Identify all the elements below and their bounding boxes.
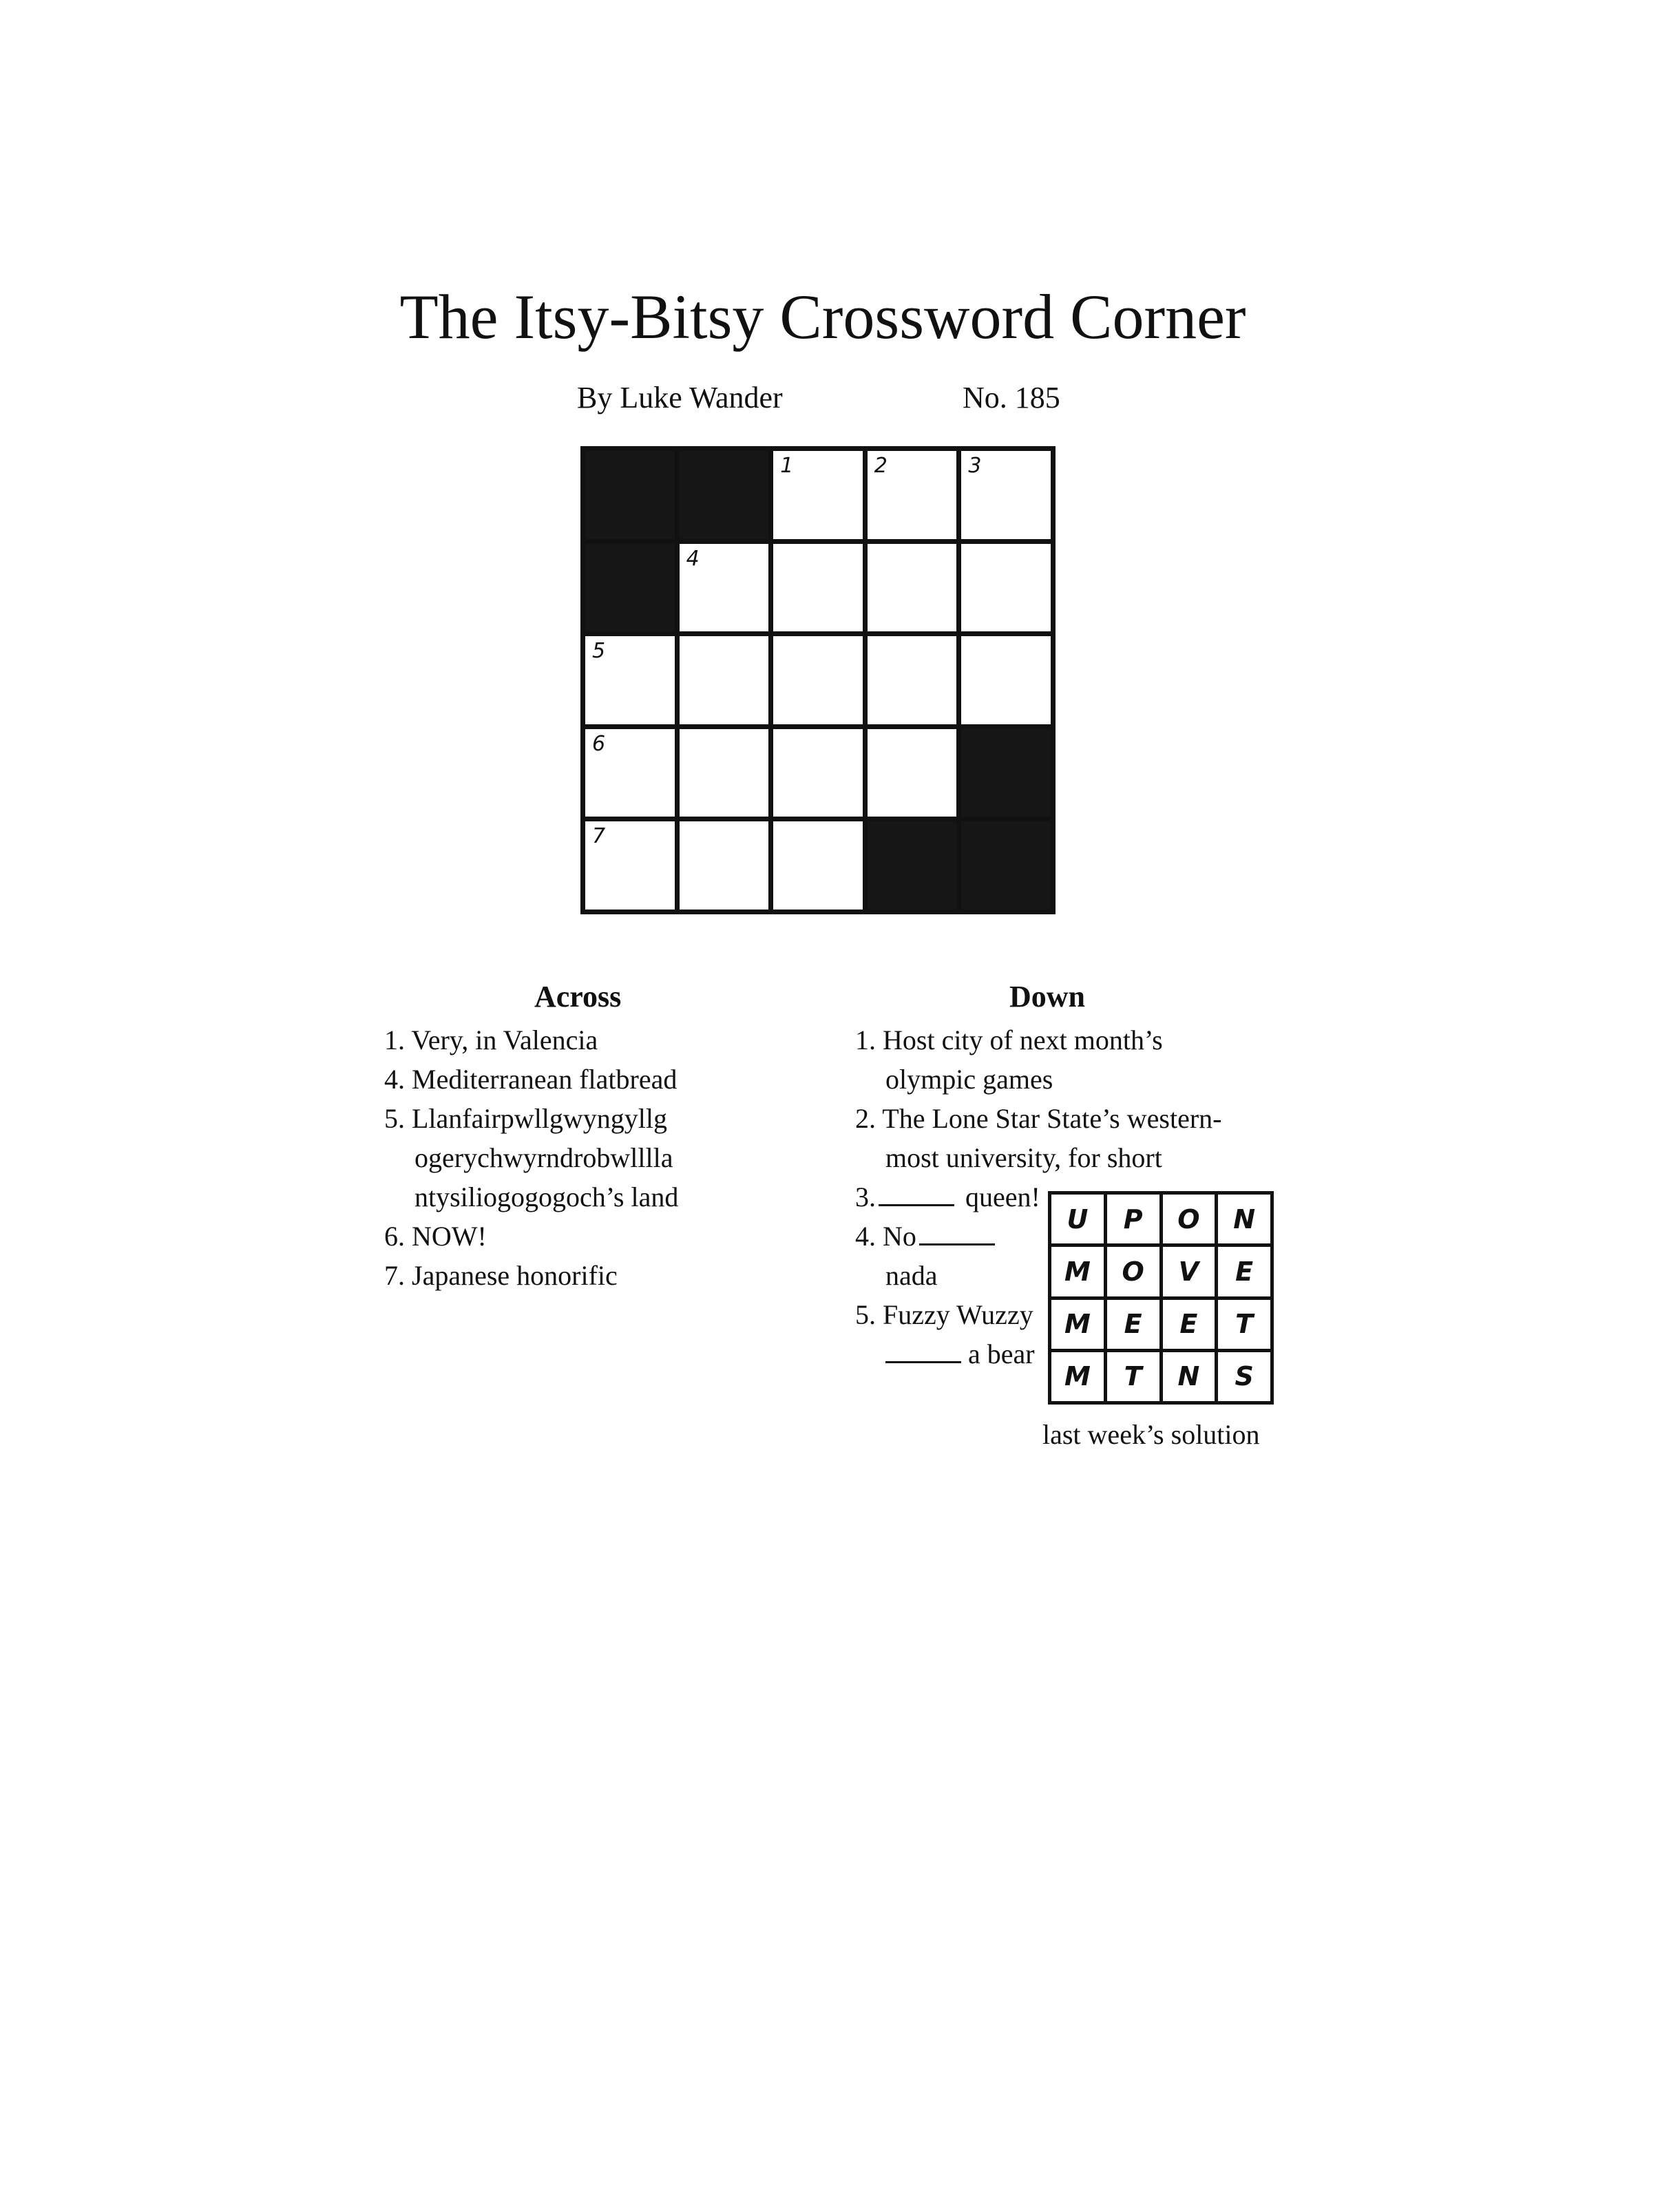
black-square [961, 821, 1051, 910]
down-clue-2 [855, 1099, 1254, 1177]
grid-cell[interactable] [585, 821, 675, 910]
solution-letter: N [1163, 1352, 1215, 1401]
clue-line: nada [885, 1260, 938, 1291]
grid-cell[interactable] [868, 544, 957, 632]
clue-line: most university, for short [885, 1142, 1162, 1173]
down-clue-1 [855, 1020, 1254, 1099]
grid-cell[interactable] [773, 821, 863, 910]
clue-line: ntysiliogogogoch’s land [414, 1181, 679, 1212]
clue-number: 3 [968, 454, 982, 478]
solution-letter: E [1107, 1300, 1159, 1349]
answer-blank [879, 1181, 954, 1206]
clue-line: 2. The Lone Star State’s western- [855, 1103, 1222, 1134]
solution-caption: last week’s solution [1042, 1419, 1260, 1450]
clue-suffix: queen! [958, 1181, 1040, 1212]
grid-cell[interactable] [773, 729, 863, 817]
clue-line: 4. Mediterranean flatbread [384, 1064, 678, 1095]
grid-cell[interactable] [773, 544, 863, 632]
solution-letter: M [1051, 1247, 1104, 1296]
solution-letter: O [1107, 1247, 1159, 1296]
solution-letter: T [1218, 1300, 1270, 1349]
across-heading: Across [534, 980, 622, 1013]
answer-blank [885, 1338, 961, 1363]
grid-cell[interactable] [585, 729, 675, 817]
grid-cell[interactable] [773, 451, 863, 539]
clue-line: 1. Host city of next month’s [855, 1024, 1163, 1055]
solution-letter: S [1218, 1352, 1270, 1401]
issue-number: No. 185 [963, 381, 1060, 414]
clue-line: olympic games [885, 1064, 1053, 1095]
black-square [961, 729, 1051, 817]
solution-letter: V [1163, 1247, 1215, 1296]
byline: By Luke Wander [577, 381, 783, 414]
clue-line: 7. Japanese honorific [384, 1260, 618, 1291]
solution-letter: M [1051, 1300, 1104, 1349]
grid-cell[interactable] [680, 729, 769, 817]
answer-blank [919, 1220, 995, 1245]
clue-prefix: 5. Fuzzy Wuzzy [855, 1299, 1033, 1330]
solution-letter: N [1218, 1195, 1270, 1243]
solution-letter: U [1051, 1195, 1104, 1243]
grid-cell[interactable] [961, 636, 1051, 724]
grid-cell[interactable] [585, 636, 675, 724]
last-week-solution-grid [1048, 1191, 1274, 1405]
across-clue [384, 1060, 770, 1099]
clue-line: 1. Very, in Valencia [384, 1024, 598, 1055]
grid-cell[interactable] [680, 544, 769, 632]
down-heading: Down [1009, 980, 1086, 1013]
grid-cell[interactable] [868, 451, 957, 539]
black-square [585, 544, 675, 632]
clue-number: 6 [592, 731, 606, 756]
clue-number: 1 [780, 454, 794, 478]
grid-cell[interactable] [961, 451, 1051, 539]
page-title: The Itsy-Bitsy Crossword Corner [399, 282, 1246, 352]
clue-line: 6. NOW! [384, 1221, 487, 1252]
solution-letter: E [1218, 1247, 1270, 1296]
grid-cell[interactable] [680, 636, 769, 724]
across-clue [384, 1256, 770, 1295]
across-clue [384, 1217, 770, 1256]
crossword-grid [580, 446, 1056, 914]
solution-letter: P [1107, 1195, 1159, 1243]
clue-suffix: a bear [961, 1338, 1035, 1369]
grid-cell[interactable] [680, 821, 769, 910]
clue-number: 5 [592, 639, 606, 664]
clue-prefix: 4. No [855, 1221, 916, 1252]
grid-cell[interactable] [868, 729, 957, 817]
black-square [585, 451, 675, 539]
black-square [868, 821, 957, 910]
across-clue-list [384, 1020, 770, 1295]
solution-letter: E [1163, 1300, 1215, 1349]
solution-letter: O [1163, 1195, 1215, 1243]
solution-letter: M [1051, 1352, 1104, 1401]
grid-cell[interactable] [773, 636, 863, 724]
clue-number: 2 [874, 454, 888, 478]
clue-number: 7 [592, 824, 606, 849]
clue-number: 4 [686, 546, 700, 571]
clue-prefix: 3. [855, 1181, 876, 1212]
grid-cell[interactable] [961, 544, 1051, 632]
grid-cell[interactable] [868, 636, 957, 724]
clue-line: ogerychwyrndrobwlllla [414, 1142, 673, 1173]
across-clue [384, 1020, 770, 1060]
clue-line: 5. Llanfairpwllgwyngyllg [384, 1103, 668, 1134]
solution-letter: T [1107, 1352, 1159, 1401]
across-clue [384, 1099, 770, 1217]
black-square [680, 451, 769, 539]
